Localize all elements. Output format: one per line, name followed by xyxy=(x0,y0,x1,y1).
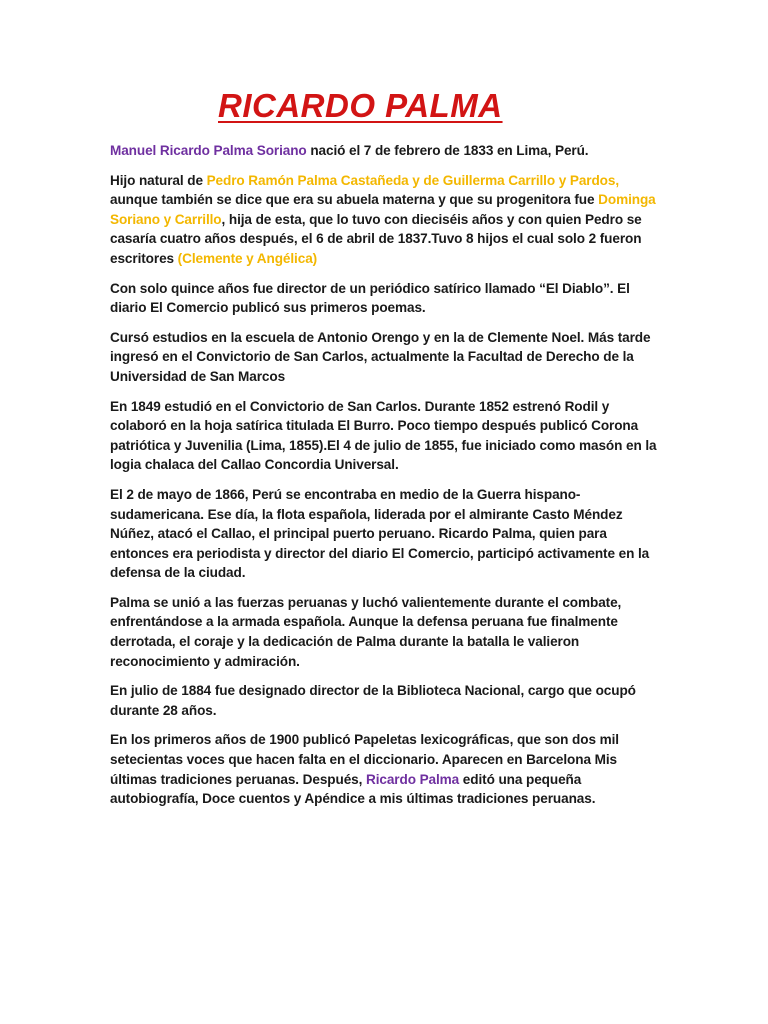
text-segment: Con solo quince años fue director de un periódico satírico llamado “El Diablo”. El diario El Comercio publicó sus primeros poemas. xyxy=(110,280,630,316)
text-segment: editó una pequeña autobiografía, Doce cuentos y Apéndice a mis últimas tradiciones peruanas. xyxy=(110,771,596,807)
text-segment: En los primeros años de 1900 publicó Papeletas lexicográficas, que son dos mil setecientas voces que hacen falta en el diccionario. Aparecen en Barcelona Mis últimas tradiciones peruanas. Después, xyxy=(110,732,619,787)
para-1866 xyxy=(110,485,662,583)
text-segment: El 2 de mayo de 1866, Perú se encontraba en medio de la Guerra hispano-sudamericana. Ese día, la flota española, liderada por el almirante Casto Méndez Núñez, atacó el Callao, el principal puerto peruano. Ricardo Palma, quien para entonces era periodista y director del diario El Comercio, participó activamente en la defensa de la ciudad. xyxy=(110,486,650,581)
para-combate xyxy=(110,593,662,671)
text-segment: Palma se unió a las fuerzas peruanas y luchó valientemente durante el combate, enfrentándose a la armada española. Aunque la defensa peruana fue finalmente derrotada, el coraje y la dedicación de Palma durante la batalla le valieron reconocimiento y admiración. xyxy=(110,594,622,669)
text-segment: aunque también se dice que era su abuela materna y que su progenitora fue xyxy=(110,192,599,208)
para-studies xyxy=(110,328,662,387)
page-title: RICARDO PALMA xyxy=(218,87,503,124)
para-1849 xyxy=(110,397,662,475)
para-biblioteca xyxy=(110,681,662,720)
document-body xyxy=(110,141,662,819)
text-segment: nació el 7 de febrero de 1833 en Lima, Perú. xyxy=(306,143,589,158)
para-birth xyxy=(110,141,662,161)
text-segment: , hija de esta, que lo tuvo con dieciséis años y con quien Pedro se casaría cuatro años después, el 6 de abril de 1837.Tuvo 8 hijos el cual solo 2 fueron escritores xyxy=(110,211,642,266)
text-segment: Hijo natural de xyxy=(110,172,207,188)
highlighted-text: Pedro Ramón Palma Castañeda y de Guillerma Carrillo y Pardos, xyxy=(206,172,620,188)
highlighted-text: Dominga Soriano y Carrillo xyxy=(110,192,656,227)
para-el-diablo xyxy=(110,279,662,318)
text-segment: Cursó estudios en la escuela de Antonio Orengo y en la de Clemente Noel. Más tarde ingresó en el Convictorio de San Carlos, actualmente la Facultad de Derecho de la Universidad de San Marcos xyxy=(110,329,651,384)
highlighted-text: Ricardo Palma xyxy=(365,771,460,787)
highlighted-text: (Clemente y Angélica) xyxy=(177,250,318,266)
highlighted-text: Manuel Ricardo Palma Soriano xyxy=(110,143,307,158)
text-segment: En 1849 estudió en el Convictorio de San Carlos. Durante 1852 estrenó Rodil y colaboró en la hoja satírica titulada El Burro. Poco tiempo después publicó Corona patriótica y Juvenilia (Lima, 1855).El 4 de julio de 1855, fue iniciado como masón en la logia chalaca del Callao Concordia Universal. xyxy=(110,398,657,473)
text-segment: En julio de 1884 fue designado director de la Biblioteca Nacional, cargo que ocupó durante 28 años. xyxy=(110,683,636,718)
para-1900 xyxy=(110,730,662,808)
para-parents xyxy=(110,171,662,269)
